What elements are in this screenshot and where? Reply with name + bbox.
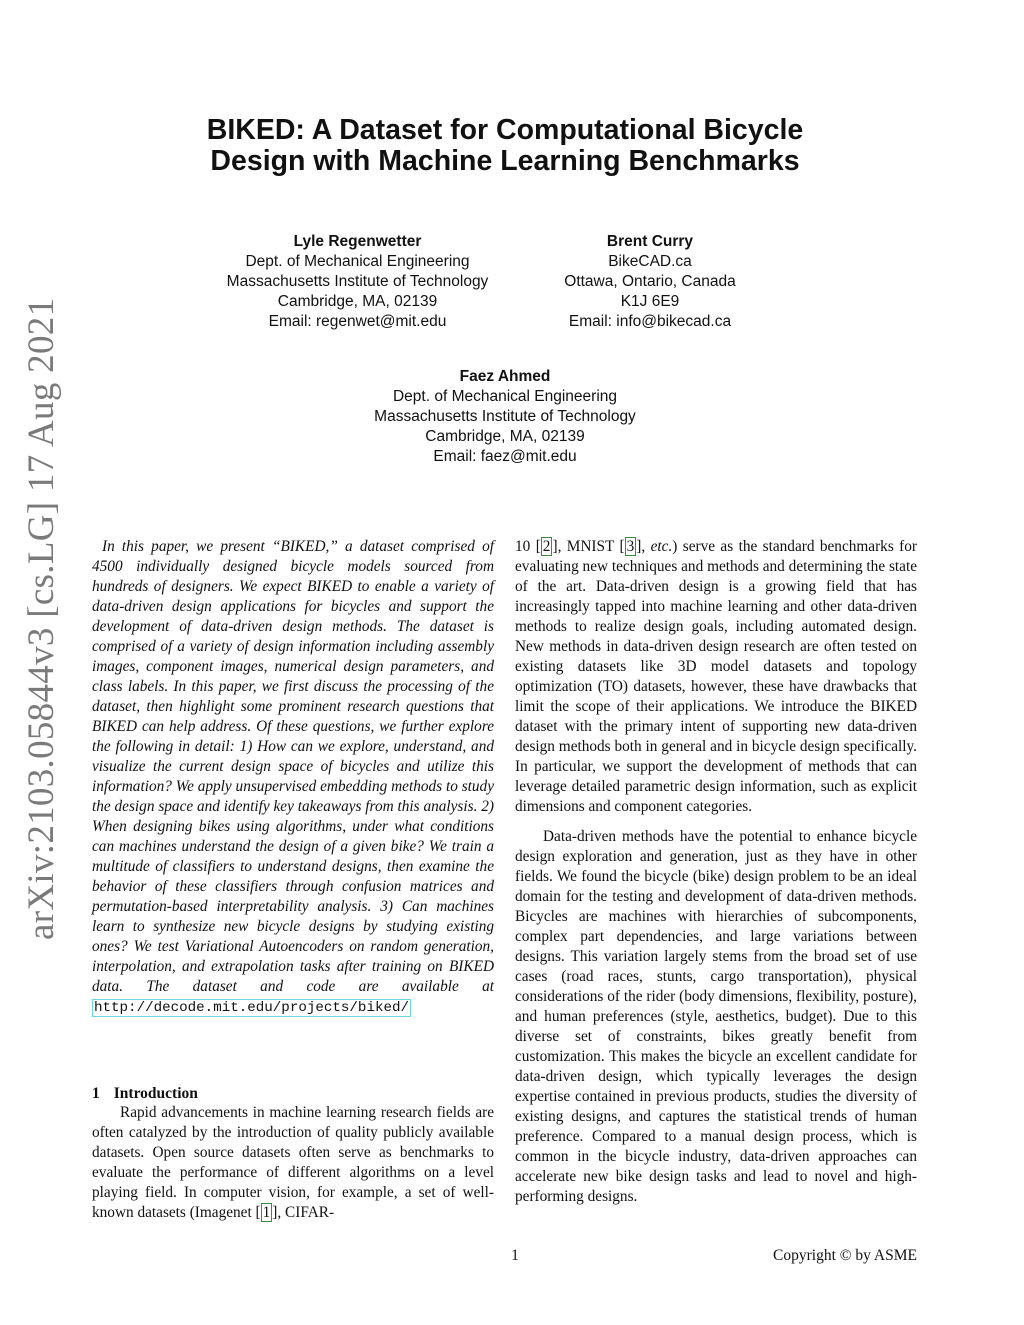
citation-link[interactable]: 2 [542,538,551,555]
citation-link[interactable]: 3 [626,538,635,555]
citation-link[interactable]: 1 [262,1204,271,1221]
copyright-notice: Copyright © by ASME [773,1247,917,1264]
text-fragment: , [641,538,646,555]
text-fragment: 10 [515,538,531,555]
author-block-ahmed [345,367,665,467]
text-fragment: , MNIST [557,538,615,555]
author-name: Lyle Regenwetter [293,233,422,250]
section-heading [92,1085,494,1103]
right-column [515,537,917,1207]
intro-text: Rapid advancements in machine learning research fields are often catalyzed by the introduction of quality publicly available datasets. Open source datasets often serve as benchmarks to evaluate the performance of different algorithms on a level playing field. In computer vision, for example, a set of well-known datasets (Imagenet [92,1104,494,1221]
text-fragment-italic: etc. [650,538,673,555]
intro-text-continued: , CIFAR- [277,1204,335,1221]
paper-title [130,115,880,177]
author-email: Email: info@bikecad.ca [568,313,732,330]
author-affiliation-line: Dept. of Mechanical Engineering [392,388,618,405]
author-email: Email: faez@mit.edu [433,448,577,465]
abstract-text: In this paper, we present “BIKED,” a dataset comprised of 4500 individually designed bicycle models sourced from hundreds of designers. We expect BIKED to enable a variety of data-driven design applications for bicycles and support the development of data-driven design methods. The dataset is comprised of a variety of design information including assembly images, component images, numerical design parameters, and class labels. In this paper, we first discuss the processing of the dataset, then highlight some prominent research questions that BIKED can help address. Of these questions, we further explore the following in detail: 1) How can we explore, understand, and visualize the current design space of bicycles and utilize this information? We apply unsupervised embedding methods to study the design space and identify key takeaways from this analysis. 2) When designing bikes using algorithms, under what conditions can machines understand the design of a given bike? We train a multitude of classifiers to understand designs, then examine the behavior of these classifiers through confusion matrices and permutation-based interpretability analysis. 3) Can machines learn to synthesize new bicycle designs by studying existing ones? We test Variational Autoencoders on random generation, interpolation, and extrapolation tasks after training on BIKED data. The dataset and code are available at [92,538,494,995]
author-block-curry [530,232,770,332]
author-block-regenwetter [200,232,515,332]
abstract [92,537,494,1018]
author-name: Faez Ahmed [459,368,551,385]
dataset-url-link[interactable]: http://decode.mit.edu/projects/biked/ [94,1000,410,1016]
author-email: Email: regenwet@mit.edu [268,313,447,330]
page-number: 1 [511,1247,519,1264]
author-affiliation-line: Cambridge, MA, 02139 [277,293,438,310]
paper-title-line-2: Design with Machine Learning Benchmarks [210,145,800,177]
author-affiliation-line: Dept. of Mechanical Engineering [245,253,470,270]
author-name: Brent Curry [606,233,694,250]
introduction-section [92,1085,494,1223]
section-number: 1 [92,1085,100,1102]
intro-paragraph-2: Data-driven methods have the potential to enhance bicycle design exploration and generation, just as they have in other fields. We found the bicycle (bike) design problem to be an ideal domain for the testing and development of data-driven methods. Bicycles are machines with hierarchies of subcomponents, complex part dependencies, and large variations between designs. This variation largely stems from the broad set of use cases (road races, stunts, cargo transportation), physical considerations of the rider (body dimensions, flexibility, posture), and human preferences (style, aesthetics, budget). Due to this diverse set of constraints, bikes greatly benefit from customization. This makes the bicycle an excellent candidate for data-driven design, which typically leverages the design expertise contained in previous products, studies the diversity of existing designs, and captures the statistical trends of human preference. Compared to a manual design process, which is common in the bicycle industry, data-driven approaches can accelerate new bike design tasks and lead to novel and high-performing designs. [515,828,917,1205]
text-fragment: ) serve as the standard benchmarks for evaluating new techniques and methods and determining the state of the art. Data-driven design is a growing field that has increasingly tapped into machine learning and other data-driven methods to realize design goals, including automated design. New methods in data-driven design research are often tested on existing datasets like 3D model datasets and topology optimization (TO) datasets, however, these have drawbacks that limit the scope of their applications. We introduce the BIKED dataset with the primary intent of supporting new data-driven design methods both in general and in bicycle design specifically. In particular, we support the development of methods that can leverage detailed parametric design information, such as explicit dimensions and component categories. [515,538,918,815]
author-affiliation-line: Massachusetts Institute of Technology [226,273,489,290]
author-affiliation-line: Massachusetts Institute of Technology [374,408,636,425]
section-title: Introduction [113,1085,198,1102]
abstract-paragraph [92,537,494,1018]
author-affiliation-line: Cambridge, MA, 02139 [425,428,585,445]
intro-paragraph-continued: 10 [ 2 ], MNIST [ 3 ], etc.) serve as the standard benchmarks for evaluating new techniques and methods and determining the state of the art. Data-driven design is a growing field that has increasingly tapped into machine learning and other data-driven methods to realize design goals, including automated design. New methods in data-driven design research are often tested on existing datasets like 3D model datasets and topology optimization (TO) datasets, however, these have drawbacks that limit the scope of their applications. We introduce the BIKED dataset with the primary intent of supporting new data-driven design methods both in general and in bicycle design specifically. In particular, we support the development of methods that can leverage detailed parametric design information, such as explicit dimensions and component categories. [515,538,918,815]
author-affiliation-line: Ottawa, Ontario, Canada [564,273,736,290]
paper-title-line-1: BIKED: A Dataset for Computational Bicycle [206,114,804,146]
arxiv-identifier-stamp: arXiv:2103.05844v3 [cs.LG] 17 Aug 2021 [21,297,62,940]
author-affiliation-line: BikeCAD.ca [608,253,692,270]
intro-paragraph: Rapid advancements in machine learning research fields are often catalyzed by the introduction of quality publicly available datasets. Open source datasets often serve as benchmarks to evaluate the performance of different algorithms on a level playing field. In computer vision, for example, a set of well-known datasets (Imagenet [ 1 ], CIFAR- [92,1104,494,1221]
author-affiliation-line: K1J 6E9 [620,293,680,310]
